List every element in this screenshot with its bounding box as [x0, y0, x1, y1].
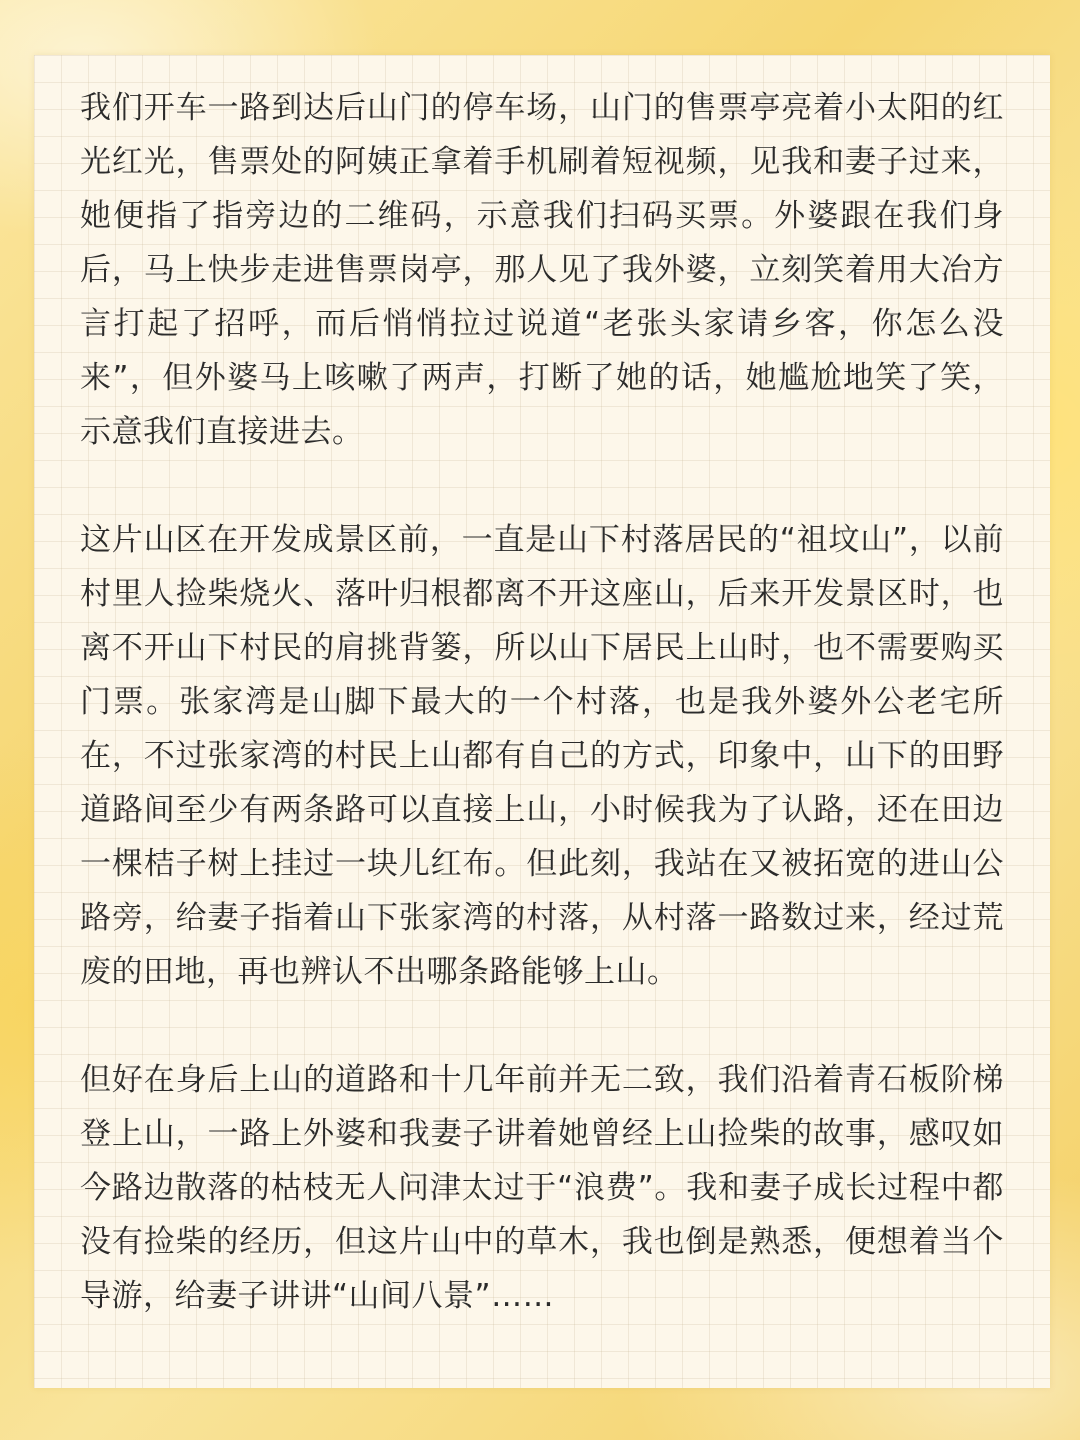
paragraph-2: 这片山区在开发成景区前，一直是山下村落居民的“祖坟山”，以前村里人捡柴烧火、落叶归根都离不开这座山，后来开发景区时，也离不开山下村民的肩挑背篓，所以山下居民上山时，也不需要购买门票。张家湾是山脚下最大的一个村落，也是我外婆外公老宅所在，不过张家湾的村民上山都有自己的方式，印象中，山下的田野道路间至少有两条路可以直接上山，小时候我为了认路，还在田边一棵桔子树上挂过一块儿红布。但此刻，我站在又被拓宽的进山公路旁，给妻子指着山下张家湾的村落，从村落一路数过来，经过荒废的田地，再也辨认不出哪条路能够上山。 — [80, 522, 1004, 990]
paragraph-1: 我们开车一路到达后山门的停车场，山门的售票亭亮着小太阳的红光红光，售票处的阿姨正拿着手机刷着短视频，见我和妻子过来，她便指了指旁边的二维码，示意我们扫码买票。外婆跟在我们身后，马上快步走进售票岗亭，那人见了我外婆，立刻笑着用大冶方言打起了招呼，而后悄悄拉过说道“老张头家请乡客，你怎么没来”，但外婆马上咳嗽了两声，打断了她的话，她尴尬地笑了笑，示意我们直接进去。 — [80, 90, 1004, 450]
article-body — [80, 81, 1004, 1323]
paragraph-3: 但好在身后上山的道路和十几年前并无二致，我们沿着青石板阶梯登上山，一路上外婆和我妻子讲着她曾经上山捡柴的故事，感叹如今路边散落的枯枝无人问津太过于“浪费”。我和妻子成长过程中都没有捡柴的经历，但这片山中的草木，我也倒是熟悉，便想着当个导游，给妻子讲讲“山间八景”…… — [80, 1062, 1004, 1314]
note-paper — [34, 55, 1050, 1388]
